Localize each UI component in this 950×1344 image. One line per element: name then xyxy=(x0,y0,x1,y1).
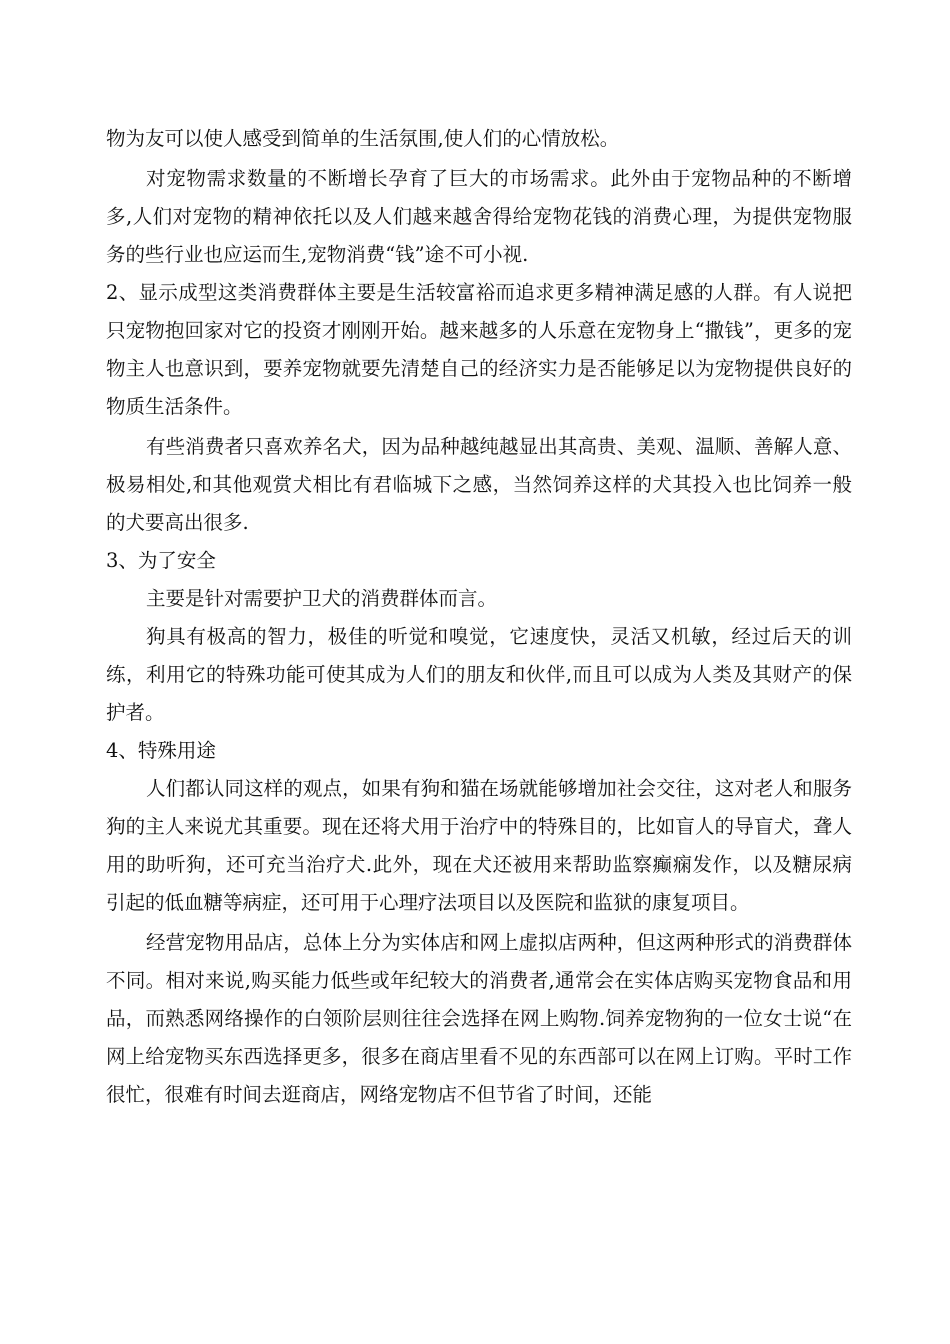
paragraph-famous-dogs: 有些消费者只喜欢养名犬，因为品种越纯越显出其高贵、美观、温顺、善解人意、极易相处,和其他观赏犬相比有君临城下之感，当然饲养这样的犬其投入也比饲养一般的犬要高出很多. xyxy=(106,435,852,534)
paragraph-continuation: 物为友可以使人感受到简单的生活氛围,使人们的心情放松。 xyxy=(106,127,620,150)
paragraph-guard-dogs: 主要是针对需要护卫犬的消费群体而言。 xyxy=(146,587,498,610)
paragraph-store-types: 经营宠物用品店，总体上分为实体店和网上虚拟店两种，但这两种形式的消费群体不同。相对来说,购买能力低些或年纪较大的消费者,通常会在实体店购买宠物食品和用品，而熟悉网络操作的白领阶层则往往会选择在网上购物.饲养宠物狗的一位女士说“在网上给宠物买东西选择更多，很多在商店里看不见的东西部可以在网上订购。平时工作很忙，很难有时间去逛商店，网络宠物店不但节省了时间，还能 xyxy=(106,931,852,1106)
section-heading-3: 3、为了安全 xyxy=(106,549,216,572)
paragraph-dog-abilities: 狗具有极高的智力，极佳的听觉和嗅觉，它速度快，灵活又机敏，经过后天的训练，利用它的特殊功能可使其成为人们的朋友和伙伴,而且可以成为人类及其财产的保护者。 xyxy=(106,625,852,724)
section-heading-4: 4、特殊用途 xyxy=(106,739,216,762)
document-body xyxy=(106,120,852,1114)
paragraph-special-uses: 人们都认同这样的观点，如果有狗和猫在场就能够增加社会交往，这对老人和服务狗的主人来说尤其重要。现在还将犬用于治疗中的特殊目的，比如盲人的导盲犬，聋人用的助听狗，还可充当治疗犬.此外，现在犬还被用来帮助监察癫痫发作，以及糖尿病引起的低血糖等病症，还可用于心理疗法项目以及医院和监狱的康复项目。 xyxy=(106,777,852,914)
paragraph-section-2: 2、显示成型这类消费群体主要是生活较富裕而追求更多精神满足感的人群。有人说把只宠物抱回家对它的投资才刚刚开始。越来越多的人乐意在宠物身上“撒钱”，更多的宠物主人也意识到，要养宠物就要先清楚自己的经济实力是否能够足以为宠物提供良好的物质生活条件。 xyxy=(106,281,852,418)
paragraph-market-demand: 对宠物需求数量的不断增长孕育了巨大的市场需求。此外由于宠物品种的不断增多,人们对宠物的精神依托以及人们越来越舍得给宠物花钱的消费心理，为提供宠物服务的些行业也应运而生,宠物消费“钱”途不可小视. xyxy=(106,167,852,266)
